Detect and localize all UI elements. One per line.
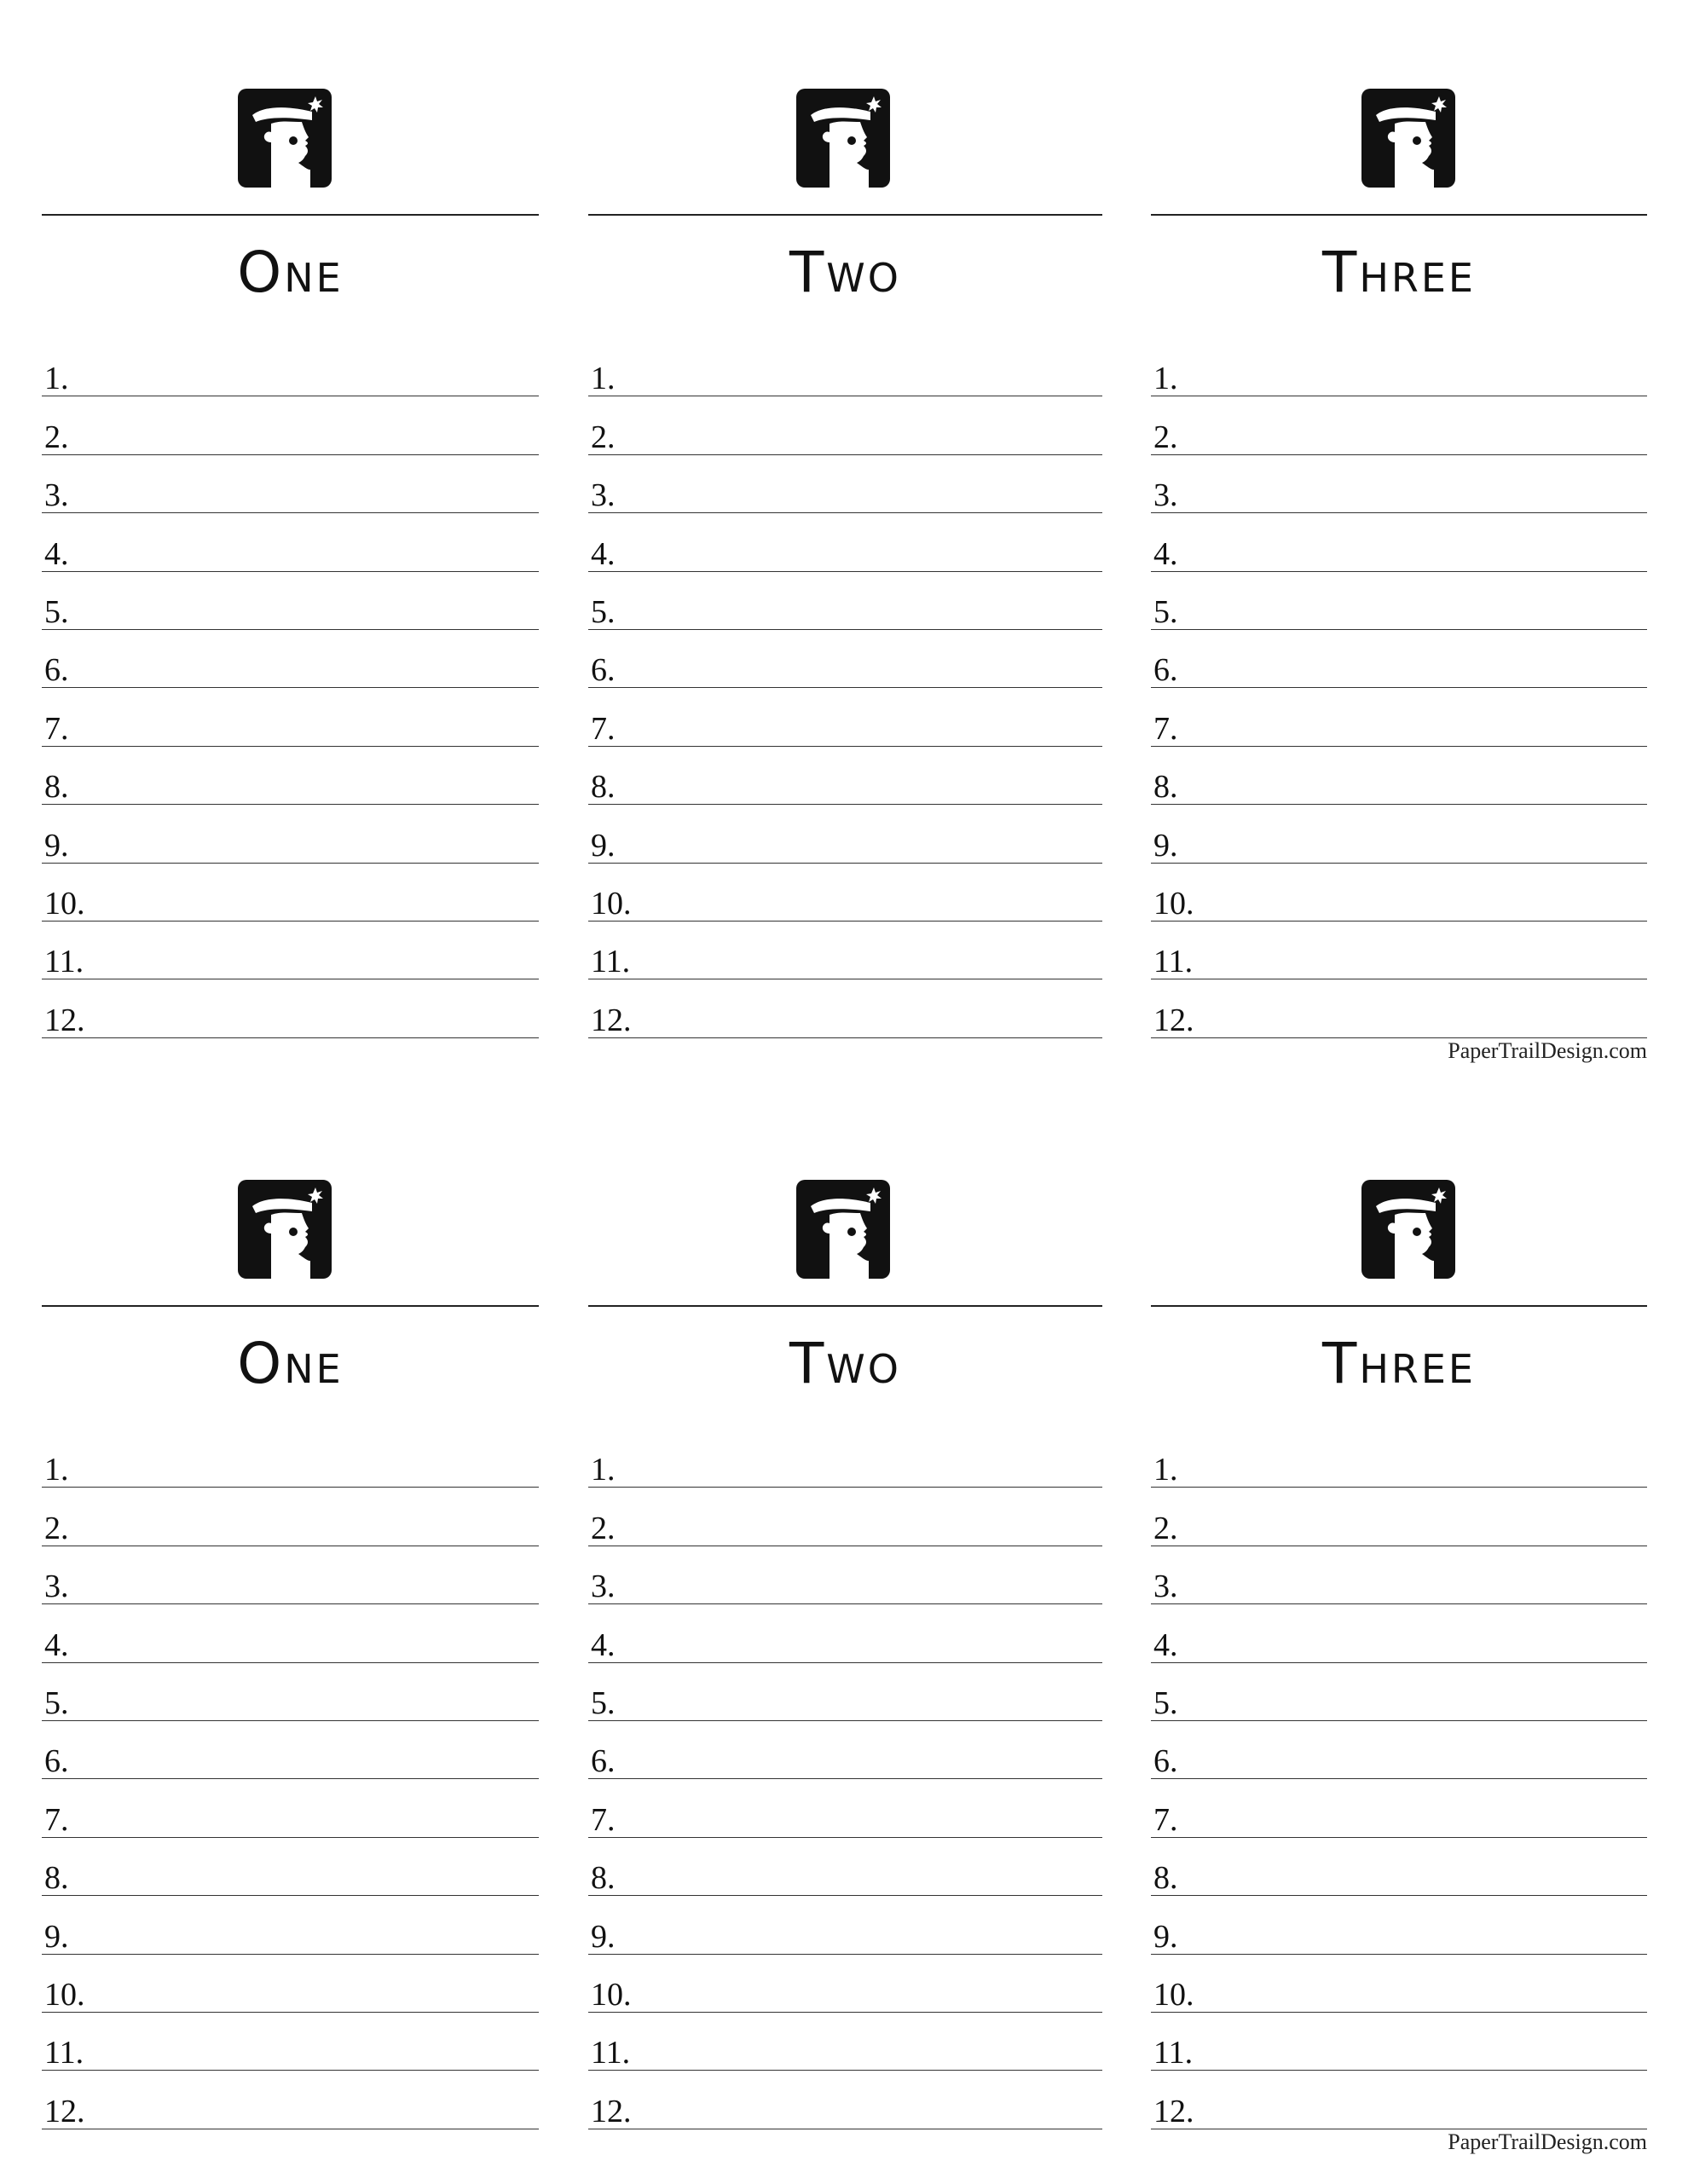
- line-number: 5.: [1153, 593, 1178, 630]
- score-line[interactable]: [588, 630, 1102, 688]
- score-line[interactable]: [42, 922, 539, 979]
- score-line[interactable]: [42, 1896, 539, 1954]
- line-number: 10.: [1153, 885, 1194, 922]
- face-with-star-icon: [1361, 88, 1456, 188]
- line-number: 4.: [44, 1626, 69, 1663]
- line-number: 2.: [1153, 419, 1178, 455]
- line-number: 4.: [44, 535, 69, 572]
- line-number: 6.: [1153, 1743, 1178, 1780]
- line-number: 9.: [44, 827, 69, 864]
- line-number: 2.: [591, 1510, 616, 1546]
- score-line[interactable]: [1151, 1955, 1647, 2013]
- score-line[interactable]: [42, 688, 539, 746]
- score-line[interactable]: [1151, 1779, 1647, 1837]
- score-line[interactable]: [588, 1838, 1102, 1896]
- line-number: 7.: [591, 1801, 616, 1838]
- column-heading: One: [237, 240, 344, 305]
- score-line[interactable]: [588, 338, 1102, 396]
- score-line[interactable]: [588, 2013, 1102, 2071]
- line-number: 1.: [1153, 1452, 1178, 1488]
- line-number: 2.: [1153, 1510, 1178, 1546]
- score-line[interactable]: [42, 630, 539, 688]
- line-number: 7.: [591, 710, 616, 747]
- player-column: [588, 0, 1102, 1091]
- score-line[interactable]: [1151, 922, 1647, 979]
- score-line[interactable]: [1151, 1896, 1647, 1954]
- score-line[interactable]: [1151, 979, 1647, 1037]
- line-number: 7.: [44, 710, 69, 747]
- line-number: 10.: [44, 1976, 85, 2013]
- score-lines: [588, 338, 1102, 1038]
- score-line[interactable]: [42, 1430, 539, 1488]
- header-divider: [1151, 214, 1647, 216]
- score-line[interactable]: [588, 1488, 1102, 1546]
- line-number: 11.: [1153, 944, 1194, 980]
- score-line[interactable]: [588, 513, 1102, 571]
- line-number: 11.: [591, 2035, 631, 2071]
- score-lines: [588, 1430, 1102, 2129]
- line-number: 1.: [1153, 361, 1178, 397]
- line-number: 12.: [591, 2093, 632, 2129]
- face-with-star-icon: [795, 88, 891, 188]
- score-line[interactable]: [588, 1604, 1102, 1662]
- line-number: 9.: [591, 1918, 616, 1955]
- score-line[interactable]: [1151, 513, 1647, 571]
- line-number: 7.: [44, 1801, 69, 1838]
- column-heading: One: [237, 1331, 344, 1396]
- score-line[interactable]: [588, 688, 1102, 746]
- score-line[interactable]: [42, 1663, 539, 1721]
- line-number: 3.: [591, 477, 616, 514]
- line-number: 8.: [591, 769, 616, 806]
- face-with-star-icon: [1361, 1179, 1456, 1280]
- line-number: 4.: [591, 535, 616, 572]
- score-line[interactable]: [588, 2071, 1102, 2129]
- score-line[interactable]: [1151, 1430, 1647, 1488]
- site-credit: PaperTrailDesign.com: [1448, 1038, 1647, 1063]
- header-divider: [588, 1305, 1102, 1307]
- score-lines: [42, 338, 539, 1038]
- line-number: 8.: [44, 769, 69, 806]
- score-line[interactable]: [1151, 2071, 1647, 2129]
- score-line[interactable]: [42, 1604, 539, 1662]
- score-line[interactable]: [1151, 864, 1647, 922]
- score-line[interactable]: [42, 1779, 539, 1837]
- score-line[interactable]: [1151, 2013, 1647, 2071]
- score-line[interactable]: [588, 1779, 1102, 1837]
- line-number: 9.: [1153, 1918, 1178, 1955]
- score-line[interactable]: [1151, 1546, 1647, 1604]
- line-number: 1.: [591, 1452, 616, 1488]
- score-line[interactable]: [588, 979, 1102, 1037]
- line-number: 2.: [44, 419, 69, 455]
- line-number: 7.: [1153, 710, 1178, 747]
- header-divider: [42, 1305, 539, 1307]
- line-number: 8.: [44, 1860, 69, 1897]
- header-divider: [1151, 1305, 1647, 1307]
- line-number: 1.: [591, 361, 616, 397]
- score-line[interactable]: [588, 1430, 1102, 1488]
- score-line[interactable]: [588, 864, 1102, 922]
- line-number: 6.: [1153, 652, 1178, 689]
- score-line[interactable]: [42, 2013, 539, 2071]
- score-line[interactable]: [1151, 630, 1647, 688]
- line-number: 10.: [44, 885, 85, 922]
- line-number: 5.: [1153, 1684, 1178, 1721]
- player-column: [42, 0, 539, 1091]
- score-line[interactable]: [42, 1955, 539, 2013]
- line-number: 11.: [591, 944, 631, 980]
- line-number: 6.: [591, 1743, 616, 1780]
- line-number: 12.: [1153, 1002, 1194, 1038]
- header-divider: [42, 214, 539, 216]
- score-line[interactable]: [42, 1546, 539, 1604]
- score-line[interactable]: [1151, 396, 1647, 454]
- line-number: 5.: [44, 593, 69, 630]
- line-number: 6.: [591, 652, 616, 689]
- score-line[interactable]: [1151, 805, 1647, 863]
- line-number: 7.: [1153, 1801, 1178, 1838]
- score-line[interactable]: [42, 338, 539, 396]
- line-number: 9.: [591, 827, 616, 864]
- score-line[interactable]: [1151, 338, 1647, 396]
- score-lines: [1151, 338, 1647, 1038]
- line-number: 5.: [44, 1684, 69, 1721]
- line-number: 11.: [44, 944, 84, 980]
- score-section: [0, 1091, 1688, 2182]
- line-number: 3.: [591, 1569, 616, 1605]
- score-line[interactable]: [588, 455, 1102, 513]
- line-number: 5.: [591, 593, 616, 630]
- line-number: 4.: [1153, 1626, 1178, 1663]
- score-line[interactable]: [588, 1721, 1102, 1779]
- header-divider: [588, 214, 1102, 216]
- player-column: [1151, 0, 1647, 1091]
- line-number: 8.: [1153, 1860, 1178, 1897]
- line-number: 11.: [1153, 2035, 1194, 2071]
- score-line[interactable]: [42, 979, 539, 1037]
- score-lines: [1151, 1430, 1647, 2129]
- line-number: 12.: [44, 1002, 85, 1038]
- column-heading: Two: [789, 1331, 901, 1396]
- score-section: [0, 0, 1688, 1091]
- score-line[interactable]: [588, 1955, 1102, 2013]
- score-line[interactable]: [1151, 1721, 1647, 1779]
- score-line[interactable]: [42, 864, 539, 922]
- score-line[interactable]: [42, 2071, 539, 2129]
- face-with-star-icon: [237, 1179, 332, 1280]
- score-line[interactable]: [588, 1546, 1102, 1604]
- line-number: 4.: [1153, 535, 1178, 572]
- line-number: 3.: [44, 477, 69, 514]
- line-number: 1.: [44, 361, 69, 397]
- score-line[interactable]: [42, 396, 539, 454]
- line-number: 8.: [591, 1860, 616, 1897]
- score-line[interactable]: [1151, 572, 1647, 630]
- line-number: 9.: [1153, 827, 1178, 864]
- score-line[interactable]: [42, 1721, 539, 1779]
- score-line[interactable]: [42, 572, 539, 630]
- writing-rule: [42, 1037, 539, 1038]
- score-line[interactable]: [42, 513, 539, 571]
- score-line[interactable]: [1151, 747, 1647, 805]
- site-credit: PaperTrailDesign.com: [1448, 2129, 1647, 2154]
- line-number: 3.: [44, 1569, 69, 1605]
- score-line[interactable]: [42, 1488, 539, 1546]
- score-line[interactable]: [42, 1838, 539, 1896]
- column-heading: Three: [1322, 1331, 1476, 1396]
- score-line[interactable]: [1151, 688, 1647, 746]
- score-line[interactable]: [588, 1896, 1102, 1954]
- score-line[interactable]: [588, 1663, 1102, 1721]
- line-number: 2.: [44, 1510, 69, 1546]
- line-number: 12.: [591, 1002, 632, 1038]
- score-line[interactable]: [42, 455, 539, 513]
- score-line[interactable]: [42, 747, 539, 805]
- score-lines: [42, 1430, 539, 2129]
- line-number: 3.: [1153, 1569, 1178, 1605]
- score-line[interactable]: [1151, 1663, 1647, 1721]
- score-line[interactable]: [1151, 455, 1647, 513]
- score-line[interactable]: [1151, 1604, 1647, 1662]
- line-number: 11.: [44, 2035, 84, 2071]
- line-number: 4.: [591, 1626, 616, 1663]
- score-line[interactable]: [588, 572, 1102, 630]
- score-line[interactable]: [588, 747, 1102, 805]
- line-number: 2.: [591, 419, 616, 455]
- writing-rule: [588, 1037, 1102, 1038]
- score-line[interactable]: [1151, 1838, 1647, 1896]
- score-line[interactable]: [42, 805, 539, 863]
- score-line[interactable]: [588, 396, 1102, 454]
- face-with-star-icon: [237, 88, 332, 188]
- line-number: 10.: [591, 885, 632, 922]
- line-number: 5.: [591, 1684, 616, 1721]
- score-line[interactable]: [588, 922, 1102, 979]
- face-with-star-icon: [795, 1179, 891, 1280]
- score-line[interactable]: [1151, 1488, 1647, 1546]
- line-number: 12.: [1153, 2093, 1194, 2129]
- line-number: 9.: [44, 1918, 69, 1955]
- line-number: 8.: [1153, 769, 1178, 806]
- player-column: [588, 1091, 1102, 2182]
- column-heading: Three: [1322, 240, 1476, 305]
- line-number: 10.: [591, 1976, 632, 2013]
- column-heading: Two: [789, 240, 901, 305]
- line-number: 10.: [1153, 1976, 1194, 2013]
- line-number: 12.: [44, 2093, 85, 2129]
- line-number: 3.: [1153, 477, 1178, 514]
- line-number: 6.: [44, 652, 69, 689]
- player-column: [1151, 1091, 1647, 2182]
- line-number: 6.: [44, 1743, 69, 1780]
- score-line[interactable]: [588, 805, 1102, 863]
- line-number: 1.: [44, 1452, 69, 1488]
- player-column: [42, 1091, 539, 2182]
